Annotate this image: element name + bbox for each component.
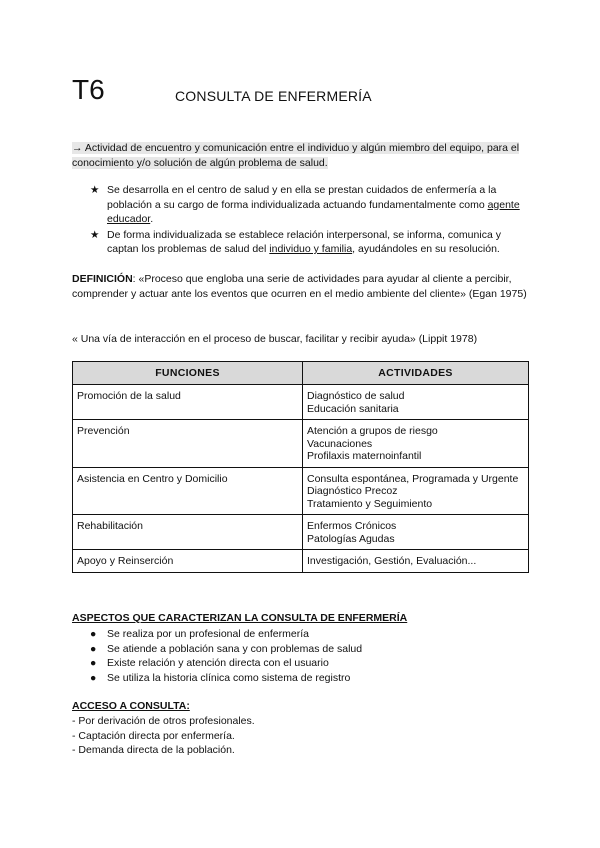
actividades-cell xyxy=(303,420,529,468)
bullet-text: Se desarrolla en el centro de salud y en ella se prestan cuidados de enfermería a la población a su cargo de forma individualizada actuando fundamentalmente como xyxy=(107,184,497,211)
table-row xyxy=(73,385,529,420)
definition-paragraph xyxy=(72,272,532,302)
funcion-cell: Apoyo y Reinserción xyxy=(73,550,303,573)
list-item: - Captación directa por enfermería. xyxy=(72,729,235,742)
definition-label: DEFINICIÓN xyxy=(72,273,133,285)
star-bullet-list xyxy=(90,183,530,258)
table-row xyxy=(73,467,529,515)
actividad-line: Tratamiento y Seguimiento xyxy=(307,497,433,510)
page-title: CONSULTA DE ENFERMERÍA xyxy=(175,88,372,104)
bullet-text-end: , ayudándoles en su resolución. xyxy=(352,243,500,255)
list-item xyxy=(90,627,362,642)
list-item-text: Se atiende a población sana y con problemas de salud xyxy=(107,642,363,655)
column-header-funciones: FUNCIONES xyxy=(73,362,303,385)
actividad-line: Enfermos Crónicos xyxy=(307,520,397,532)
list-item: - Demanda directa de la población. xyxy=(72,744,235,757)
actividad-line: Investigación, Gestión, Evaluación... xyxy=(307,555,477,567)
actividad-line: Diagnóstico de salud xyxy=(307,390,405,402)
acceso-list xyxy=(72,714,255,758)
intro-highlight xyxy=(72,142,519,169)
table-row xyxy=(73,515,529,550)
underlined-term: individuo y familia xyxy=(269,243,353,255)
underlined-term: agente educador xyxy=(107,198,520,225)
actividad-line: Patologías Agudas xyxy=(307,532,395,545)
actividad-line: Educación sanitaria xyxy=(307,402,399,415)
actividades-cell xyxy=(303,385,529,420)
aspectos-heading: ASPECTOS QUE CARACTERIZAN LA CONSULTA DE ENFERMERÍA xyxy=(72,612,408,624)
bullet-dot-icon: ● xyxy=(90,671,97,684)
actividad-line: Atención a grupos de riesgo xyxy=(307,425,438,437)
aspectos-list xyxy=(90,627,362,685)
actividades-cell xyxy=(303,515,529,550)
actividades-cell xyxy=(303,550,529,573)
functions-table xyxy=(72,361,529,573)
list-item-text: Se realiza por un profesional de enfermería xyxy=(107,628,309,640)
topic-code: T6 xyxy=(72,74,105,105)
list-item xyxy=(90,183,530,227)
table-row xyxy=(73,420,529,468)
intro-text: Actividad de encuentro y comunicación entre el individuo y algún miembro del equipo, para el conocimiento y/o solución de algún problema de salud. xyxy=(72,142,520,169)
bullet-dot-icon: ● xyxy=(90,642,97,655)
quote-paragraph: « Una vía de interacción en el proceso de buscar, facilitar y recibir ayuda» (Lippit 1978) xyxy=(72,333,478,345)
bullet-text-end: . xyxy=(150,213,154,225)
funcion-cell: Promoción de la salud xyxy=(73,385,303,420)
arrow-icon: → xyxy=(72,142,83,154)
funcion-cell: Asistencia en Centro y Domicilio xyxy=(73,467,303,515)
definition-text: : «Proceso que engloba una serie de actividades para ayudar al cliente a percibir, comprender y actuar ante los eventos que ocurren en el medio ambiente del cliente» (Egan 1975) xyxy=(72,273,527,300)
actividad-line: Diagnóstico Precoz xyxy=(307,485,398,497)
list-item-text: Existe relación y atención directa con el usuario xyxy=(107,657,329,670)
table-header-row xyxy=(73,362,529,385)
list-item xyxy=(90,656,362,671)
funcion-cell: Rehabilitación xyxy=(73,515,303,550)
list-item: - Por derivación de otros profesionales. xyxy=(72,715,255,727)
acceso-heading: ACCESO A CONSULTA: xyxy=(72,700,190,712)
star-icon: ★ xyxy=(90,228,100,241)
table-row xyxy=(73,550,529,573)
bullet-dot-icon: ● xyxy=(90,657,97,670)
funcion-cell: Prevención xyxy=(73,420,303,468)
actividad-line: Vacunaciones xyxy=(307,437,373,450)
column-header-actividades: ACTIVIDADES xyxy=(303,362,529,385)
list-item xyxy=(90,642,362,657)
actividad-line: Profilaxis maternoinfantil xyxy=(307,450,422,462)
bullet-text: De forma individualizada se establece relación interpersonal, se informa, comunica y captan los problemas de salud del xyxy=(107,228,501,255)
actividad-line: Consulta espontánea, Programada y Urgente xyxy=(307,472,519,485)
intro-paragraph xyxy=(72,141,532,171)
list-item-text: Se utiliza la historia clínica como sistema de registro xyxy=(107,671,351,684)
bullet-dot-icon: ● xyxy=(90,628,97,640)
list-item xyxy=(90,228,530,257)
list-item xyxy=(90,671,362,686)
actividades-cell xyxy=(303,467,529,515)
star-icon: ★ xyxy=(90,184,100,196)
